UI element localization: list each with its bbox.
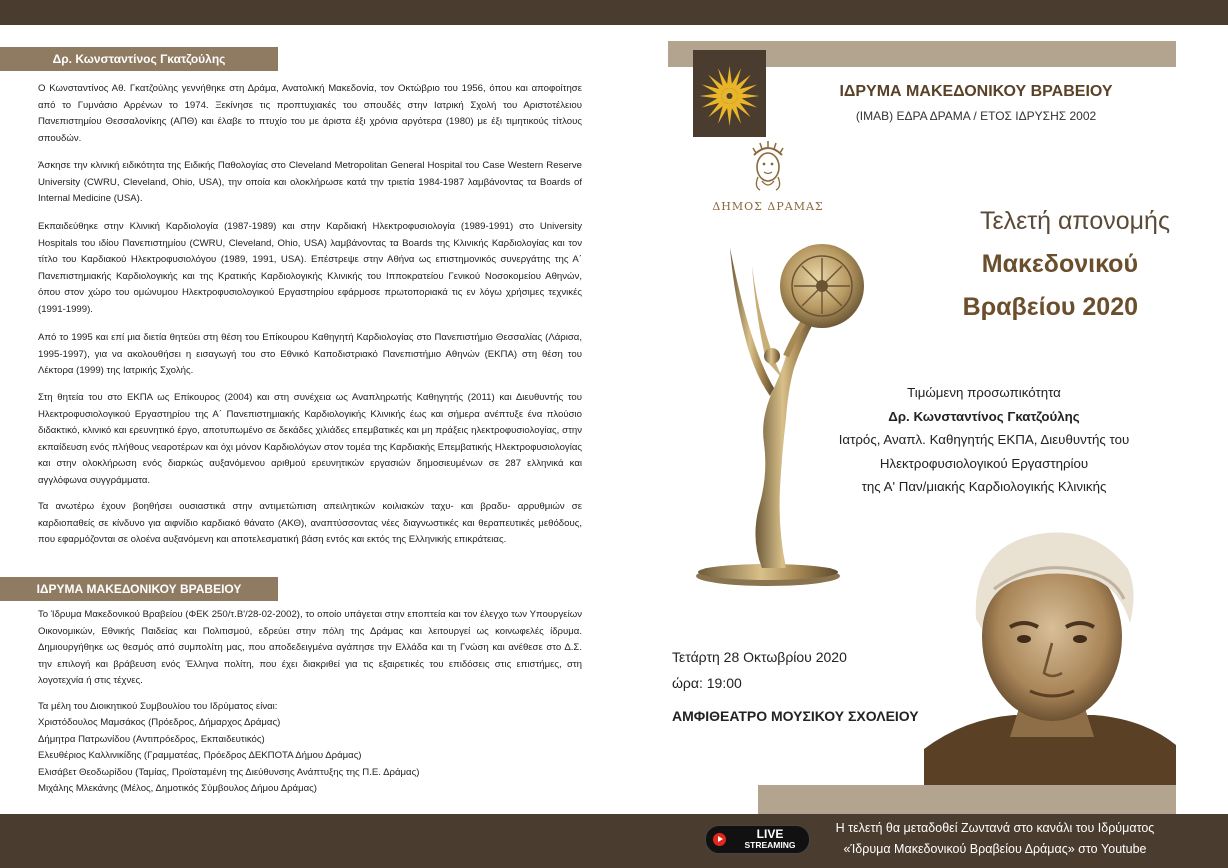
honoree-label: Τιμώμενη προσωπικότητα <box>907 385 1061 400</box>
event-date: Τετάρτη 28 Οκτωβρίου 2020 <box>672 649 847 665</box>
board-members <box>38 699 582 797</box>
live-streaming-badge <box>705 825 810 854</box>
bio-paragraph-1: Ο Κωνσταντίνος Αθ. Γκατζούλης γεννήθηκε στη Δράμα, Ανατολική Μακεδονία, τον Οκτώβριο του 1956, όπου και αποφοίτησε από το Γυμνάσιο Αρρένων το 1974. Ξεκίνησε τις προπτυχιακές του σπουδές στην Ιατρική Σχολή του Αριστοτέλειου Πανεπιστημίου Θεσσαλονίκης (ΑΠΘ) και έλαβε το πτυχίο του με άριστα έξι χρόνια αργότερα (1980) με έξι τιμητικούς τίτλους σπουδών. <box>38 83 582 144</box>
bio-paragraph-2: Άσκησε την κλινική ειδικότητα της Ειδικής Παθολογίας στο Cleveland Metropolitan General Hospital του Case Western Reserve University (CWRU, Cleveland, Ohio, USA), την οποία και ολοκλήρωσε κατά την τριετία 1984-1987 λαμβάνοντας τα Boards of Internal Medicine (USA). <box>38 160 582 204</box>
municipal-emblem-icon <box>746 141 790 191</box>
event-venue: ΑΜΦΙΘΕΑΤΡΟ ΜΟΥΣΙΚΟΥ ΣΧΟΛΕΙΟΥ <box>672 708 919 724</box>
right-bottom-band <box>758 785 1176 814</box>
ceremony-title-line-2: Μακεδονικού <box>981 250 1138 278</box>
honoree-title-line-1: Ιατρός, Αναπλ. Καθηγητής ΕΚΠΑ, Διευθυντής του <box>838 432 1130 447</box>
member-item: Ελευθέριος Καλλινικίδης (Γραμματέας, Πρόεδρος ΔΕΚΠΟΤΑ Δήμου Δράμας) <box>38 750 362 762</box>
top-band <box>0 0 1228 25</box>
org-subtitle: (ΙΜΑΒ) ΕΔΡΑ ΔΡΑΜΑ / ΕΤΟΣ ΙΔΡΥΣΗΣ 2002 <box>855 109 1097 123</box>
bio-heading: Δρ. Κωνσταντίνος Γκατζούλης <box>0 47 278 71</box>
stream-note <box>816 818 1174 860</box>
live-label: LIVE <box>756 827 784 841</box>
streaming-label: STREAMING <box>744 840 796 850</box>
live-play-icon <box>713 833 726 846</box>
event-time: ώρα: 19:00 <box>672 675 742 691</box>
bio-paragraph-6: Τα ανωτέρω έχουν βοηθήσει ουσιαστικά στην αντιμετώπιση απειλητικών κοιλιακών ταχυ- και βραδυ- αρρυθμιών σε καρδιοπαθείς σε κίνδυνο για αιφνίδιο καρδιακό θάνατο (ΑΚΘ), αναπτύσσοντας νέες διαγνωστικές και θεραπευτικές μεθόδους, που εφαρμόζονται σε ολοένα αυξανόμενη και αποτελεσματική βάση εντός και εκτός της Ελληνικής επικράτειας. <box>38 501 582 545</box>
honoree-block <box>790 381 1178 499</box>
member-item: Ελισάβετ Θεοδωρίδου (Ταμίας, Προϊσταμένη της Διεύθυνσης Ανάπτυξης της Π.Ε. Δράμας) <box>38 766 420 778</box>
honoree-title-line-3: της Α' Παν/μιακής Καρδιολογικής Κλινικής <box>861 479 1107 494</box>
foundation-heading: ΙΔΡΥΜΑ ΜΑΚΕΔΟΝΙΚΟΥ ΒΡΑΒΕΙΟΥ <box>0 577 278 601</box>
bio-paragraph-4: Από το 1995 και επί μια διετία θητεύει στη θέση του Επίκουρου Καθηγητή Καρδιολογίας στο Πανεπιστήμιο Θεσσαλίας (Λάρισα, 1995-1997), για να ακολουθήσει η εισαγωγή του στο Εθνικό Καποδιστριακό Πανεπιστήμιο Αθηνών (ΕΚΠΑ) στη θέση του Λέκτορα (1999) της Ιατρικής Σχολής. <box>38 332 582 376</box>
stream-note-line-1: Η τελετή θα μεταδοθεί Ζωντανά στο κανάλι του Ιδρύματος <box>835 821 1155 835</box>
ceremony-title-line-3: Βραβείου 2020 <box>962 293 1138 321</box>
bio-paragraph-5: Στη θητεία του στο ΕΚΠΑ ως Επίκουρος (2004) και στη συνέχεια ως Αναπληρωτής Καθηγητής (2011) και Διευθυντής του Ηλεκτροφυσιολογικού Εργαστηρίου της Α΄ Πανεπιστημιακής Καρδιολογικής Κλινικής έως και σήμερα ανέπτυξε ένα πλούσιο διδακτικό, κλινικό και ερευνητικό έργο, αποτυπωμένο σε δεκάδες χιλιάδες επεμβατικές και μη πράξεις ηλεκτροφυσιολογίας, στην εκπαίδευση ενός πλήθους νεαροτέρων και όχι μόνον Καρδιολόγων στον τομέα της Καρδιακής Επεμβατικής Ηλεκτροφυσιολογίας και στην ολοκλήρωση ενός διαρκώς αυξανόμενου αριθμού ερευνητικών εργασιών δημοσιευμένων σε 287 ελληνικά και αγγλόφωνα συγγράμματα. <box>38 392 582 486</box>
org-title: ΙΔΡΥΜΑ ΜΑΚΕΔΟΝΙΚΟΥ ΒΡΑΒΕΙΟΥ <box>839 83 1113 100</box>
member-item: Μιχάλης Μλεκάνης (Μέλος, Δημοτικός Σύμβουλος Δήμου Δράμας) <box>38 783 317 795</box>
honoree-name: Δρ. Κωνσταντίνος Γκατζούλης <box>888 408 1080 424</box>
member-item: Δήμητρα Πατρωνίδου (Αντιπρόεδρος, Εκπαιδευτικός) <box>38 733 265 745</box>
bio-paragraph-3: Εκπαιδεύθηκε στην Κλινική Καρδιολογία (1987-1989) και στην Καρδιακή Ηλεκτροφυσιολογία (1989-1991) στο University Hospitals του ιδίου Πανεπιστημίου (CWRU, Cleveland, Ohio, USA) λαμβάνοντας τα Boards της Κλινικής Καρδιολογίας και τον τίτλο του Καρδιακού Ηλεκτροφυσιολόγου (1989, 1991, USA). Επέστρεψε στην Αθήνα ως επιστημονικός συνεργάτης της Α΄ Πανεπιστημιακής Καρδιολογικής και της Κρατικής Καρδιολογικής Κλινικής του Ιπποκρατείου Γενικού Νοσοκομείου Αθηνών, όπου στον χώρο του ομώνυμου Ηλεκτροφυσιολογικού Εργαστηρίου εφάρμοσε πρωτοποριακά τις εν λόγω χρήσιμες τεχνικές (1991-1999). <box>38 221 582 315</box>
members-intro: Τα μέλη του Διοικητικού Συμβουλίου του Ιδρύματος είναι: <box>38 701 278 712</box>
ceremony-title-line-1: Τελετή απονομής <box>979 207 1170 235</box>
honoree-title-line-2: Ηλεκτροφυσιολογικού Εργαστηρίου <box>879 455 1089 471</box>
vergina-sun-icon <box>693 50 766 137</box>
stream-note-line-2: «Ίδρυμα Μακεδονικού Βραβείου Δράμας» στο Youtube <box>843 842 1147 856</box>
vergina-sun-flag <box>693 50 766 137</box>
municipality-label: ΔΗΜΟΣ ΔΡΑΜΑΣ <box>712 200 824 213</box>
foundation-paragraph: Το Ίδρυμα Μακεδονικού Βραβείου (ΦΕΚ 250/τ.Β'/28-02-2002), το οποίο υπάγεται στην εποπτεία και τον έλεγχο των Υπουργείων Οικονομικών, Εθνικής Παιδείας και Πολιτισμού, εδρεύει στην πόλη της Δράμας και λειτουργεί ως κοινωφελές ίδρυμα. Δημιουργήθηκε ως θεσμός από συμπολίτη μας, που αποδεδειγμένα αγάπησε την Ελλάδα και τη Γνώση και ανέθεσε στο Δ.Σ. την επιλογή και βράβευση ενός Έλληνα πολίτη, που έχει διακριθεί για τις εξαιρετικές του επιδόσεις στις επιστήμες, στη λογοτεχνία ή στις τέχνες. <box>38 609 582 686</box>
member-item: Χριστόδουλος Μαμσάκος (Πρόεδρος, Δήμαρχος Δράμας) <box>38 717 281 729</box>
honoree-portrait <box>924 519 1176 785</box>
municipality-logo <box>708 141 828 213</box>
